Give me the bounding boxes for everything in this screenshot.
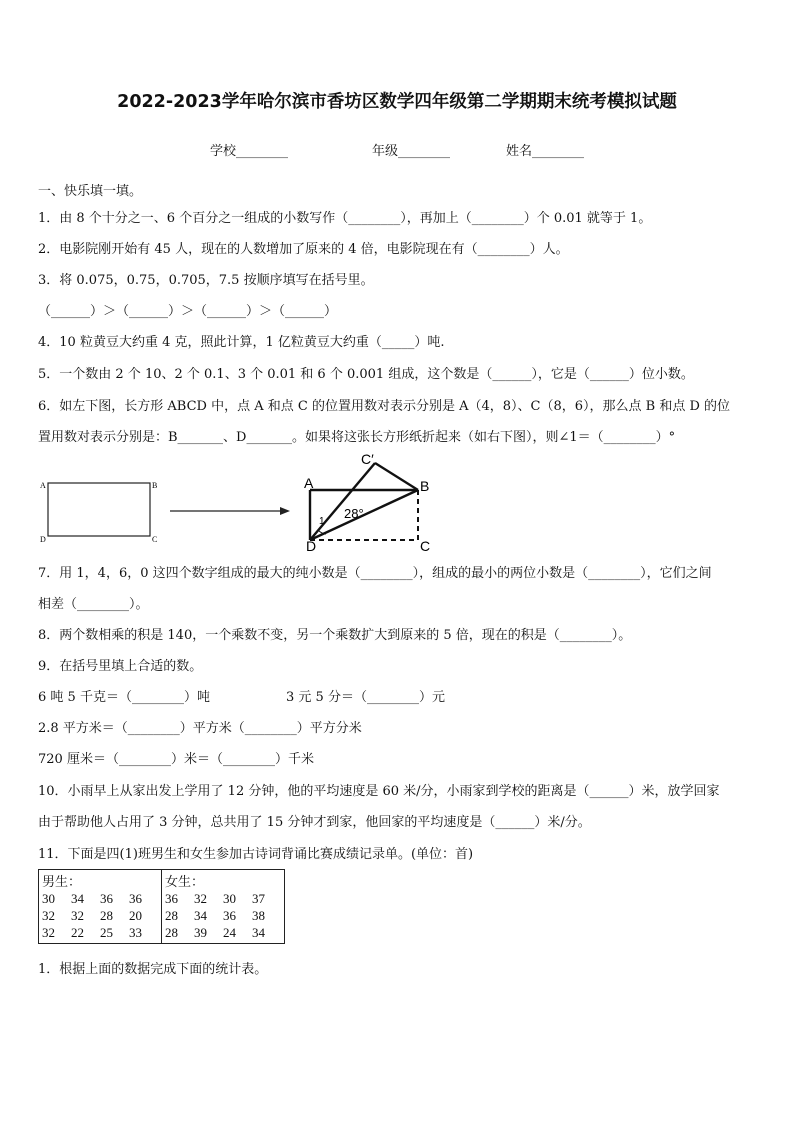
table-row: 32 32 28 20 [42,908,142,923]
question-9-b: 3 元 5 分＝（________）元 [286,690,445,705]
left-label-a: A [40,481,46,490]
edge-cprimeb [375,463,418,490]
question-4: 4．10 粒黄豆大约重 4 克，照此计算，1 亿粒黄豆大约重（_____）吨. [38,335,445,350]
left-label-c: C [152,535,158,544]
right-label-b: B [420,478,430,494]
grade-field: 年级________ [372,144,451,159]
question-10-line-2: 由于帮助他人占用了 3 分钟，总共用了 15 分钟才到家，他回家的平均速度是（______）米/分。 [38,815,591,830]
right-label-c-prime: C′ [361,451,374,467]
section-heading: 一、快乐填一填。 [38,184,143,199]
girls-label: 女生： [165,874,205,889]
table-row: 28 34 36 38 [165,908,265,923]
question-7-line-2: 相差（________）。 [38,597,149,612]
girls-section [162,870,285,944]
question-7-line-1: 7．用 1，4，6，0 这四个数字组成的最大的纯小数是（________），组成的最小的两位小数是（________），它们之间 [38,566,712,581]
rectangle-abcd [48,483,150,536]
question-8: 8．两个数相乘的积是 140，一个乘数不变，另一个乘数扩大到原来的 5 倍，现在的积是（________）。 [38,628,632,643]
question-11: 11．下面是四(1)班男生和女生参加古诗词背诵比赛成绩记录单。(单位：首) [38,847,474,862]
question-6-line-1: 6．如左下图，长方形 ABCD 中，点 A 和点 C 的位置用数对表示分别是 A（4，8）、C（8，6），那么点 B 和点 D 的位 [38,399,731,414]
question-9-c: 2.8 平方米＝（________）平方米（________）平方分米 [38,721,362,736]
score-table [38,869,285,944]
edge-db [310,490,418,540]
right-label-c: C [420,538,431,554]
question-9: 9．在括号里填上合适的数。 [38,659,203,674]
left-label-d: D [40,535,46,544]
table-row: 28 39 24 34 [165,925,265,940]
table-row: 36 32 30 37 [165,891,265,906]
question-2: 2．电影院刚开始有 45 人，现在的人数增加了原来的 4 倍，电影院现在有（________）人。 [38,242,569,257]
question-9-a: 6 吨 5 千克＝（________）吨 [38,690,210,705]
table-row: 30 34 36 36 [42,891,142,906]
angle-28-label: 28° [344,506,364,521]
question-9-d: 720 厘米＝（________）米＝（________）千米 [38,752,314,767]
question-6-line-2: 置用数对表示分别是：B_______、D_______。如果将这张长方形纸折起来（如右下图），则∠1＝（________）° [38,430,676,445]
question-11-sub-1: 1．根据上面的数据完成下面的统计表。 [38,962,268,977]
arrow-head-icon [280,507,290,515]
table-row: 32 22 25 33 [42,925,142,940]
question-1: 1．由 8 个十分之一、6 个百分之一组成的小数写作（________），再加上（________）个 0.01 就等于 1。 [38,211,652,226]
left-label-b: B [152,481,158,490]
boys-section [39,870,162,944]
question-3: 3．将 0.075，0.75，0.705，7.5 按顺序填写在括号里。 [38,273,374,288]
question-5: 5．一个数由 2 个 10、2 个 0.1、3 个 0.01 和 6 个 0.001 组成，这个数是（______），它是（______）位小数。 [38,367,694,382]
edge-dcprime [310,463,375,540]
boys-label: 男生： [42,874,82,889]
school-field: 学校________ [210,144,289,159]
question-3-blanks: （______）＞（______）＞（______）＞（______） [38,304,338,319]
angle-1-label: 1 [319,516,325,527]
page-title: 2022-2023学年哈尔滨市香坊区数学四年级第二学期期末统考模拟试题 [117,92,677,112]
name-field: 姓名________ [506,144,585,159]
question-10-line-1: 10．小雨早上从家出发上学用了 12 分钟，他的平均速度是 60 米/分，小雨家到学校的距离是（______）米，放学回家 [38,784,720,799]
question-6-figure [30,450,450,555]
right-label-a: A [304,475,314,491]
right-label-d: D [306,538,317,554]
